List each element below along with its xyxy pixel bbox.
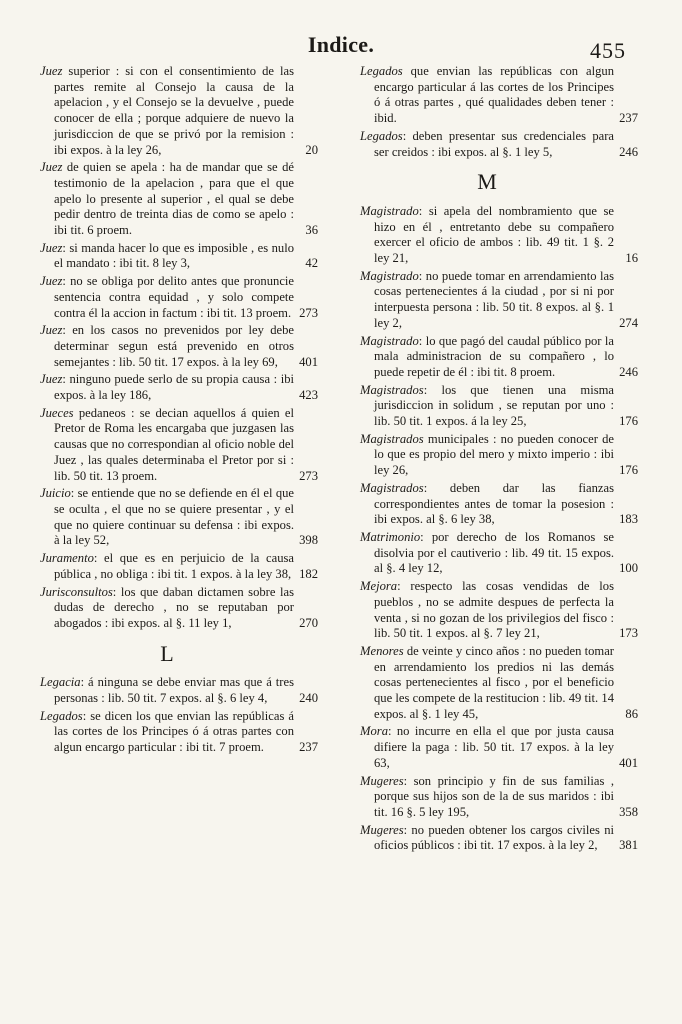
- index-entry: [360, 823, 638, 854]
- index-entry: [40, 241, 318, 272]
- entry-headword: Magistrado: [360, 333, 419, 348]
- entry-headword: Magistrado: [360, 268, 419, 283]
- page-number: 455: [590, 38, 626, 63]
- index-entry: [360, 383, 638, 430]
- index-entry: [40, 274, 318, 321]
- entry-text: : lo que pagó del caudal público por la mala administracion de su compañero , lo puede repetir de él : ibi tit. 8 proem.: [374, 333, 614, 379]
- index-entry: [360, 269, 638, 332]
- entry-headword: Magistrado: [360, 203, 419, 218]
- entry-page-ref: 381: [619, 838, 638, 853]
- entry-headword: Legados: [360, 64, 403, 78]
- entry-page-ref: 182: [299, 566, 318, 581]
- entry-page-ref: 237: [619, 111, 638, 126]
- entry-text: municipales : no pueden conocer de lo que es propio del mero y mixto imperio : ibi ley 26,: [374, 431, 614, 478]
- right-column: [360, 64, 638, 856]
- entry-text: : deben presentar sus credenciales para ser creidos : ibi expos. al §. 1 ley 5,: [374, 128, 614, 159]
- index-entry: [360, 530, 638, 577]
- entry-page-ref: 273: [299, 468, 318, 483]
- entry-text: : se entiende que no se defiende en él el que se oculta , el que no se quiere presentar , y el que no quiere continuar su defensa : ibi expos. à la ley 52,: [54, 486, 294, 548]
- index-entry: [360, 481, 638, 528]
- index-entry: [360, 579, 638, 642]
- index-entry: [40, 372, 318, 403]
- entry-page-ref: 246: [619, 364, 638, 379]
- entry-page-ref: 20: [305, 142, 318, 157]
- entry-page-ref: 237: [299, 740, 318, 755]
- entry-page-ref: 274: [619, 315, 638, 330]
- entry-headword: Juez: [40, 64, 63, 78]
- entry-text: : no se obliga por delito antes que pronuncie sentencia contra equidad , y solo compete contra él la accion in factum : ibi tit. 13 proem.: [54, 274, 294, 320]
- entry-headword: Juicio: [40, 486, 71, 501]
- entry-text: de quien se apela : ha de mandar que se dé testimonio de la apelacion , para que el que apelo lo presente al superior , el qual se debe pedir dentro de treinta dias de como se apelo : ibi tit. 6 proem.: [54, 160, 294, 238]
- index-entry: [40, 323, 318, 370]
- index-entry: [360, 644, 638, 723]
- index-entry: [360, 432, 638, 479]
- entry-headword: Jurisconsultos: [40, 584, 113, 599]
- entry-headword: Magistrados: [360, 382, 424, 397]
- index-entry: [40, 64, 318, 158]
- entry-page-ref: 246: [619, 144, 638, 159]
- entry-headword: Juez: [40, 160, 63, 175]
- section-letter-l: L: [160, 640, 174, 666]
- index-entry: [360, 64, 638, 127]
- index-entry: [360, 129, 638, 160]
- entry-headword: Mejora: [360, 579, 398, 594]
- entry-headword: Legacia: [40, 675, 81, 690]
- entry-text: : si manda hacer lo que es imposible , es nulo el mandato : ibi tit. 8 ley 3,: [54, 240, 294, 271]
- entry-text: : á ninguna se debe enviar mas que á tres personas : lib. 50 tit. 7 expos. al §. 6 ley 4,: [54, 675, 294, 706]
- entry-headword: Juez: [40, 240, 63, 255]
- index-entry: [360, 724, 638, 771]
- index-entry: [40, 406, 318, 485]
- entry-page-ref: 398: [299, 533, 318, 548]
- entry-text: : se dicen los que envian las repúblicas á las cortes de los Principes ó á otras partes con algun encargo particular : ibi tit. 7 proem.: [54, 708, 294, 755]
- entry-page-ref: 16: [625, 251, 638, 266]
- entry-text: : el que es en perjuicio de la causa pública , no obliga : ibi tit. 1 expos. à la ley 38,: [54, 551, 294, 581]
- entry-page-ref: 270: [299, 615, 318, 630]
- entry-text: : los que tienen una misma jurisdiccion in solidum , se reputan por uno : lib. 50 tit. 1 expos. á la ley 25,: [374, 382, 614, 429]
- entry-headword: Juramento: [40, 551, 94, 566]
- entry-page-ref: 176: [619, 414, 638, 429]
- entry-headword: Mora: [360, 724, 388, 739]
- entry-text: : por derecho de los Romanos se disolvia por el cautiverio : lib. 49 tit. 15 expos. al §. 4 ley 12,: [374, 529, 614, 576]
- index-entry: [40, 551, 318, 582]
- index-entry: [360, 204, 638, 267]
- entry-headword: Mugeres: [360, 773, 404, 788]
- entry-page-ref: 36: [305, 223, 318, 238]
- entry-text: : son principio y fin de sus familias , porque sus hijos son de la de sus maridos : ibi tit. 16 §. 5 ley 195,: [374, 773, 614, 819]
- entry-page-ref: 173: [619, 626, 638, 641]
- index-entry: [360, 774, 638, 821]
- entry-page-ref: 401: [299, 354, 318, 369]
- entry-text: : respecto las cosas vendidas de los pueblos , no se admite despues de perfecta la venta , si no gozan de los privilegios del fisco : lib. 50 tit. 1 expos. al §. 7 ley 21,: [374, 579, 614, 641]
- index-entry: [40, 486, 318, 549]
- entry-headword: Menores: [360, 643, 404, 658]
- entry-text: pedaneos : se decian aquellos á quien el Pretor de Roma les encargaba que juzgasen las causas que no correspondian al oficio noble del Juez , las quales determinaba el Pretor por si : lib. 50 tit. 13 proem.: [54, 405, 294, 483]
- entry-headword: Magistrados: [360, 480, 424, 495]
- section-letter-m: M: [477, 169, 497, 195]
- entry-headword: Legados: [40, 708, 83, 723]
- entry-text: : si apela del nombramiento que se hizo en él , entretanto debe su compañero exercer el oficio de ambos : lib. 49 tit. 1 §. 2 ley 21,: [374, 203, 614, 266]
- index-entry: [40, 160, 318, 239]
- entry-headword: Legados: [360, 128, 403, 143]
- index-entry: [40, 709, 318, 756]
- entry-text: : no incurre en ella el que por justa causa difiere la paga : lib. 50 tit. 17 expos. à la ley 63,: [374, 724, 614, 770]
- entry-page-ref: 401: [619, 755, 638, 770]
- entry-page-ref: 86: [625, 706, 638, 721]
- entry-headword: Juez: [40, 274, 63, 289]
- index-entry: [360, 334, 638, 381]
- entry-text: : en los casos no prevenidos por ley debe determinar segun está prevenido en otros semejantes : lib. 50 tit. 17 expos. à la ley 69,: [54, 323, 294, 369]
- entry-text: : los que daban dictamen sobre las dudas de derecho , no se reputaban por abogados : ibi expos. al §. 11 ley 1,: [54, 584, 294, 630]
- entry-page-ref: 100: [619, 561, 638, 576]
- entry-text: : deben dar las fianzas correspondientes antes de tomar la posesion : ibi expos. al §. 6 ley 38,: [374, 480, 614, 527]
- entry-page-ref: 240: [299, 691, 318, 706]
- entry-headword: Mugeres: [360, 822, 404, 837]
- entry-text: de veinte y cinco años : no pueden tomar en arrendamiento los predios ni las demás cosas pertenecientes al fisco , por el beneficio que les compete de la restitucion : lib. 49 tit. 14 expos. al §. 1 ley 45,: [374, 643, 614, 721]
- entry-page-ref: 358: [619, 804, 638, 819]
- page-title: Indice.: [307, 32, 375, 57]
- entry-page-ref: 176: [619, 463, 638, 478]
- left-column: [40, 64, 318, 758]
- entry-text: que envian las repúblicas con algun encargo particular á las cortes de los Principes ó á otras partes , qué qualidades deben tener : ibid.: [374, 64, 614, 126]
- entry-page-ref: 42: [305, 256, 318, 271]
- entry-headword: Jueces: [40, 405, 74, 420]
- entry-page-ref: 183: [619, 512, 638, 527]
- index-entry: [40, 585, 318, 632]
- entry-headword: Juez: [40, 372, 63, 387]
- entry-text: superior : si con el consentimiento de las partes remite al Consejo la causa de la apelacion , y el Consejo se la devuelve , puede conocer de ella ; porque adquiere de nuevo la jurisdiccion de que se privó por la remision : ibi expos. à la ley 26,: [54, 64, 294, 157]
- entry-text: : no puede tomar en arrendamiento las cosas pertenecientes á la ciudad , por si ni por interpuesta persona : lib. 50 tit. 8 expos. al §. 1 ley 2,: [374, 268, 614, 330]
- entry-page-ref: 423: [299, 388, 318, 403]
- index-entry: [40, 675, 318, 706]
- entry-text: : ninguno puede serlo de su propia causa : ibi expos. à la ley 186,: [54, 372, 294, 403]
- entry-text: : no pueden obtener los cargos civiles ni oficios públicos : ibi tit. 17 expos. à la ley 2,: [374, 822, 614, 853]
- entry-headword: Matrimonio: [360, 529, 421, 544]
- entry-headword: Magistrados: [360, 431, 424, 446]
- entry-headword: Juez: [40, 323, 63, 338]
- entry-page-ref: 273: [299, 305, 318, 320]
